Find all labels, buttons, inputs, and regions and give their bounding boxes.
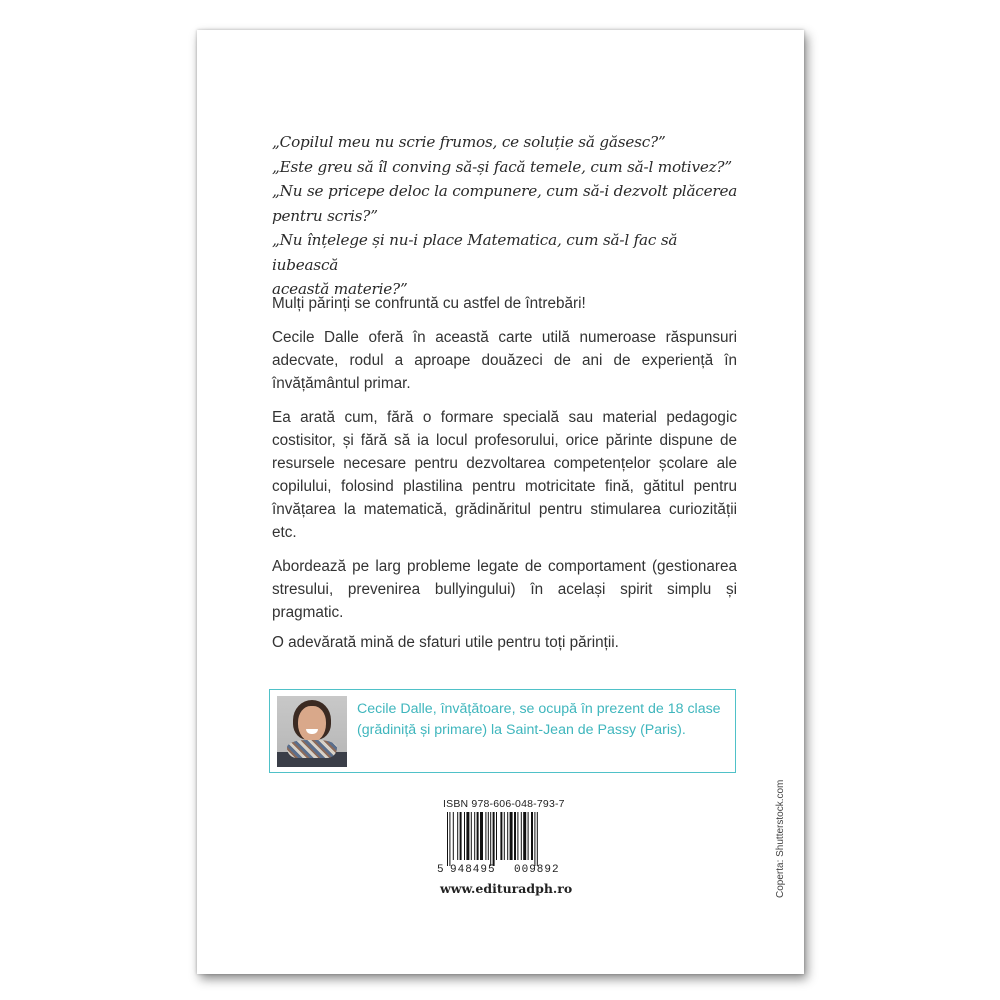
barcode-digit-first: 5 [437,864,444,876]
author-photo [277,696,347,767]
quotes-block [272,130,742,302]
author-bio: Cecile Dalle, învățătoare, se ocupă în prezent de 18 clase (grădiniță și primare) la Saint-Jean de Passy (Paris). [357,701,721,738]
quote-line: această materie?” [272,280,408,298]
quote-line: pentru scris?” [272,206,378,225]
quote-line: „Este greu să îl conving să-și facă temele, cum să-l motivez?” [272,157,732,176]
barcode-icon [437,812,577,866]
cover-credit: Coperta: Shutterstock.com [775,779,786,898]
quote-line: „Copilul meu nu scrie frumos, ce soluție să găsesc?” [272,133,666,151]
barcode-digits-right: 009892 [514,864,560,876]
quote-line: „Nu înțelege și nu-i place Matematica, cum să-l fac să iubească [272,231,678,274]
quote-line: „Nu se pricepe deloc la compunere, cum să-i dezvolt plăcerea [272,182,738,200]
paragraph-method: Ea arată cum, fără o formare specială sau material pedagogic costisitor, și fără să ia locul profesorului, orice părinte dispune de resursele necesare pentru dezvoltarea competențelor școlare ale copilului, folosind plastilina pentru motricitate fină, gătitul pentru învățarea la matematică, grădinăritul pentru stimularea curiozității etc. [272,409,737,541]
author-box [269,689,736,773]
paragraph-behavior: Abordează pe larg probleme legate de comportament (gestionarea stresului, prevenirea bullyingului) în același spirit simplu și pragmatic. [272,558,737,621]
paragraph-intro: Mulți părinți se confruntă cu astfel de întrebări! [272,295,586,312]
book-back-cover [197,30,804,974]
isbn-label: ISBN 978-606-048-793-7 [443,798,565,810]
paragraph-closing: O adevărată mină de sfaturi utile pentru toți părinții. [272,634,619,651]
barcode-digits-left: 948495 [450,864,496,876]
publisher-website[interactable]: www.edituradph.ro [440,881,573,896]
paragraph-author-offer: Cecile Dalle oferă în această carte utilă numeroase răspunsuri adecvate, rodul a aproape douăzeci de ani de experiență în învățământul primar. [272,329,737,392]
